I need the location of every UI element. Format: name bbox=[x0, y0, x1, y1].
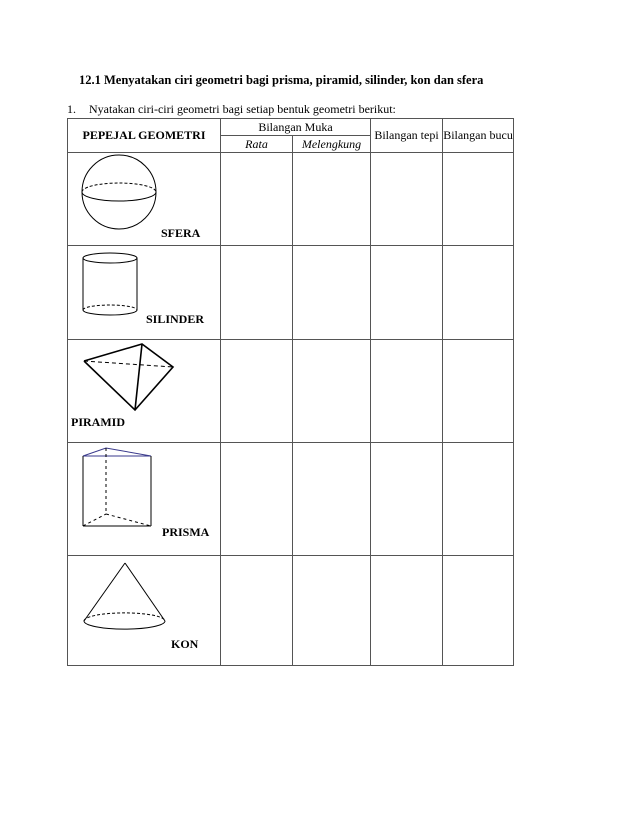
shape-label: PRISMA bbox=[162, 525, 210, 539]
cell-bilangan-bucu[interactable] bbox=[443, 556, 514, 666]
cell-bilangan-tepi[interactable] bbox=[371, 556, 443, 666]
header-bilangan-bucu: Bilangan bucu bbox=[443, 119, 514, 153]
cell-bilangan-bucu[interactable] bbox=[443, 246, 514, 340]
cell-melengkung[interactable] bbox=[293, 556, 371, 666]
shape-cell-piramid bbox=[68, 340, 221, 443]
cell-rata[interactable] bbox=[221, 340, 293, 443]
geometry-table bbox=[67, 118, 514, 666]
cell-bilangan-tepi[interactable] bbox=[371, 246, 443, 340]
instruction-number: 1. bbox=[67, 102, 76, 116]
header-rata: Rata bbox=[221, 136, 293, 153]
shape-cell-sfera bbox=[68, 153, 221, 246]
cell-bilangan-bucu[interactable] bbox=[443, 443, 514, 556]
table-row bbox=[68, 246, 514, 340]
instruction bbox=[67, 102, 396, 117]
shape-label: SFERA bbox=[161, 226, 201, 240]
cell-bilangan-bucu[interactable] bbox=[443, 340, 514, 443]
cell-bilangan-tepi[interactable] bbox=[371, 443, 443, 556]
cell-melengkung[interactable] bbox=[293, 340, 371, 443]
shape-label: PIRAMID bbox=[71, 415, 125, 429]
table-row bbox=[68, 153, 514, 246]
cell-rata[interactable] bbox=[221, 153, 293, 246]
cell-melengkung[interactable] bbox=[293, 443, 371, 556]
header-melengkung: Melengkung bbox=[293, 136, 371, 153]
instruction-text: Nyatakan ciri-ciri geometri bagi setiap bentuk geometri berikut: bbox=[89, 102, 396, 116]
page-heading: 12.1 Menyatakan ciri geometri bagi prisma, piramid, silinder, kon dan sfera bbox=[79, 73, 484, 87]
cell-melengkung[interactable] bbox=[293, 246, 371, 340]
cell-bilangan-bucu[interactable] bbox=[443, 153, 514, 246]
table-row bbox=[68, 556, 514, 666]
header-pepejal-geometri: PEPEJAL GEOMETRI bbox=[68, 119, 221, 153]
cell-bilangan-tepi[interactable] bbox=[371, 340, 443, 443]
shape-label: KON bbox=[171, 637, 199, 651]
cell-rata[interactable] bbox=[221, 556, 293, 666]
header-bilangan-tepi: Bilangan tepi bbox=[371, 119, 443, 153]
table-row bbox=[68, 443, 514, 556]
shape-cell-kon bbox=[68, 556, 221, 666]
shape-cell-prisma bbox=[68, 443, 221, 556]
shape-label: SILINDER bbox=[146, 312, 205, 326]
cell-rata[interactable] bbox=[221, 246, 293, 340]
table-row bbox=[68, 340, 514, 443]
cell-rata[interactable] bbox=[221, 443, 293, 556]
shape-cell-silinder bbox=[68, 246, 221, 340]
cell-melengkung[interactable] bbox=[293, 153, 371, 246]
header-bilangan-muka: Bilangan Muka bbox=[221, 119, 371, 136]
cell-bilangan-tepi[interactable] bbox=[371, 153, 443, 246]
